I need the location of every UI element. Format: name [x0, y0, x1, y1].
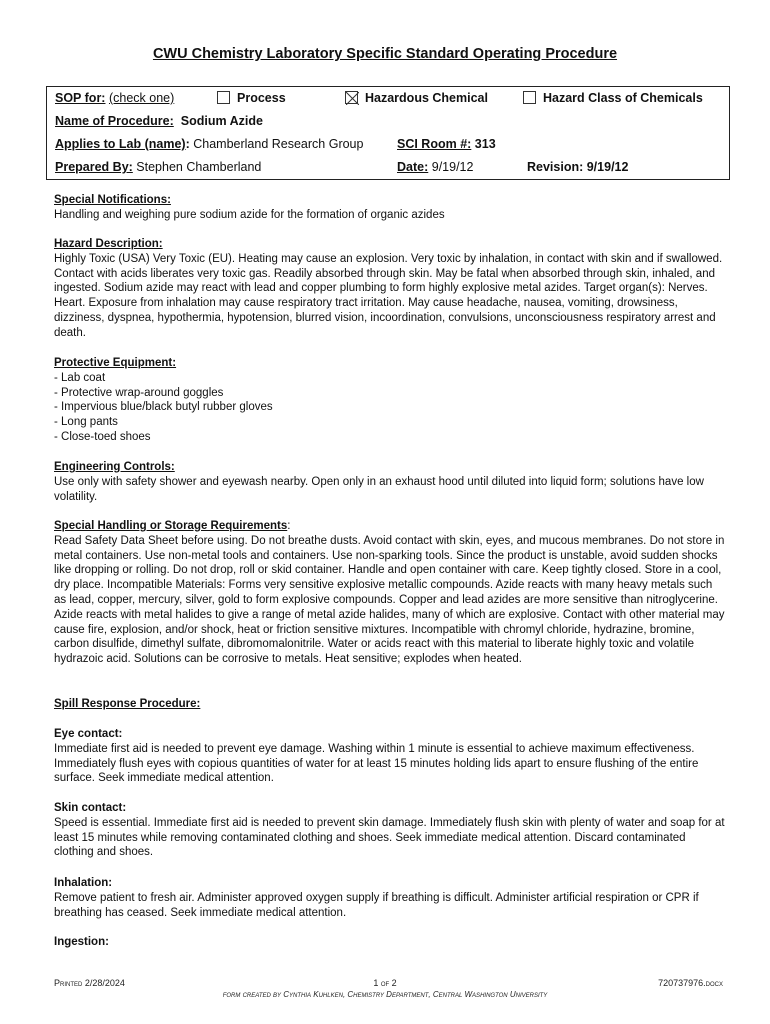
document-title: CWU Chemistry Laboratory Specific Standard Operating Procedure: [152, 46, 618, 62]
special-notifications-section: [54, 193, 726, 223]
applies-to-lab-value: Chamberland Research Group: [193, 137, 364, 151]
sci-room-row: [397, 137, 496, 152]
skin-contact-section: [54, 801, 726, 860]
list-item: - Long pants: [54, 416, 118, 429]
procedure-name-value: Sodium Azide: [180, 114, 263, 128]
footer-printed-date: Printed 2/28/2024: [54, 978, 125, 988]
engineering-controls-title: Engineering Controls:: [54, 461, 175, 473]
special-handling-text: Read Safety Data Sheet before using. Do not breathe dusts. Avoid contact with skin, eyes, and mucous membranes. Do not store in metal containers. Use non-metal tools and containers. Use non-sparking tools. Since the product is unstable, avoid sudden shocks like dropping or rolling. Do not drop, roll or skid container. Handle and open container with care. Keep tightly closed. Store in a cool, dry place. Incompatible Materials: Forms very sensitive explosive metallic compounds. Azide reacts with many heavy metals such as lead, copper, mercury, silver, gold to form explosive compounds. Copper and lead azides are more sensitive than nitroglycerine. Azide reacts with metal halides to give a range of metal azide halides, many of which are explosive. Contact with other material may cause fire, explosion, and/or shock, heat or friction sensitive mixtures. Incompatible with chromyl chloride, hydrazine, bromine, carbon disulfide, dimethyl sulfate, dibromomalonitrile. Water or acids react with this material to liberate highly toxic and volatile hydrazoic acid. Solutions can be corrosive to metals. Heat sensitive; explodes when heated.: [54, 534, 725, 666]
sop-for-hint: (check one): [108, 91, 175, 105]
hazard-description-title: Hazard Description:: [54, 238, 163, 250]
hazardous-chemical-checkbox[interactable]: [345, 91, 358, 104]
footer-credit: form created by Cynthia Kuhlken, Chemistry Department, Central Washington University: [222, 990, 548, 999]
date-value: 9/19/12: [431, 160, 474, 174]
eye-contact-section: [54, 727, 726, 786]
ingestion-title: Ingestion:: [54, 936, 109, 948]
skin-contact-title: Skin contact:: [54, 802, 127, 814]
procedure-name-label: Name of Procedure:: [55, 114, 174, 128]
prepared-by-value: Stephen Chamberland: [136, 160, 262, 174]
hazardous-chemical-option-label: Hazardous Chemical: [365, 91, 488, 105]
spill-response-title: Spill Response Procedure:: [54, 698, 201, 710]
list-item: - Protective wrap-around goggles: [54, 386, 224, 399]
spill-response-section: [54, 697, 726, 712]
procedure-name-row: [55, 114, 263, 129]
sop-info-box: [46, 86, 730, 180]
protective-equipment-title: Protective Equipment:: [54, 357, 177, 369]
inhalation-section: [54, 876, 726, 920]
hazard-description-text: Highly Toxic (USA) Very Toxic (EU). Heating may cause an explosion. Very toxic by inhalation, in contact with skin and if swallowed. Contact with acids liberates very toxic gas. Readily absorbed through skin. May be fatal when absorbed through skin, inhaled, and ingested. Sodium azide may react with lead and copper plumbing to form highly explosive metal azides. Target organ(s): Nerves. Heart. Exposure from inhalation may cause respiratory tract irritation. May cause headache, nausea, vomiting, drowsiness, dizziness, dyspnea, hypothermia, hypotension, blurred vision, incoordination, convulsions, unconsciousness respiratory arrest and death.: [54, 252, 723, 339]
revision-label: Revision: 9/19/12: [527, 160, 629, 174]
engineering-controls-text: Use only with safety shower and eyewash nearby. Open only in an exhaust hood until diluted into liquid form; solutions have low volatility.: [54, 475, 704, 503]
process-checkbox[interactable]: [217, 91, 230, 104]
list-item: - Close-toed shoes: [54, 430, 151, 443]
hazard-class-option-label: Hazard Class of Chemicals: [543, 91, 703, 105]
date-row: [397, 160, 473, 175]
date-label: Date:: [397, 160, 429, 174]
skin-contact-text: Speed is essential. Immediate first aid is needed to prevent skin damage. Immediately flush skin with plenty of water and soap for at least 15 minutes while removing contaminated clothing and shoes. Seek immediate medical attention. Discard contaminated clothing and shoes.: [54, 816, 725, 859]
protective-equipment-list: [54, 371, 726, 445]
special-notifications-title: Special Notifications:: [54, 194, 171, 206]
special-notifications-text: Handling and weighing pure sodium azide for the formation of organic azides: [54, 208, 445, 221]
inhalation-text: Remove patient to fresh air. Administer approved oxygen supply if breathing is difficult. Administer artificial respiration or CPR if breathing has ceased. Seek immediate medical attention.: [54, 891, 699, 919]
ingestion-section: [54, 935, 726, 950]
process-option-label: Process: [237, 91, 286, 105]
applies-to-lab-label: Applies to Lab (name): [55, 137, 186, 151]
hazard-description-section: [54, 237, 726, 341]
list-item: - Impervious blue/black butyl rubber gloves: [54, 401, 273, 414]
checked-x-icon: [346, 92, 359, 105]
hazard-class-checkbox[interactable]: [523, 91, 536, 104]
special-handling-title: Special Handling or Storage Requirements: [54, 520, 288, 532]
applies-to-lab-row: Applies to Lab (name): Chamberland Research Group: [55, 137, 364, 151]
eye-contact-title: Eye contact:: [54, 728, 123, 740]
protective-equipment-section: [54, 356, 726, 445]
prepared-by-label: Prepared By:: [55, 160, 133, 174]
sci-room-value: 313: [474, 137, 496, 151]
footer-page-number: 1 of 2: [373, 978, 397, 988]
eye-contact-text: Immediate first aid is needed to prevent eye damage. Washing within 1 minute is essential to achieve maximum effectiveness. Immediately flush eyes with copious quantities of water for at least 15 minutes holding lids apart to ensure flushing of the entire surface. Seek immediate medical attention.: [54, 742, 699, 785]
sop-for-label: SOP for:: [55, 91, 106, 105]
inhalation-title: Inhalation:: [54, 877, 113, 889]
footer-filename: 720737976.docx: [658, 978, 723, 988]
special-handling-section: [54, 519, 726, 667]
engineering-controls-section: [54, 460, 726, 504]
sci-room-label: SCI Room #:: [397, 137, 472, 151]
special-handling-colon: :: [287, 520, 291, 532]
sop-for-row: [55, 91, 174, 106]
list-item: - Lab coat: [54, 371, 106, 384]
prepared-by-row: [55, 160, 261, 175]
